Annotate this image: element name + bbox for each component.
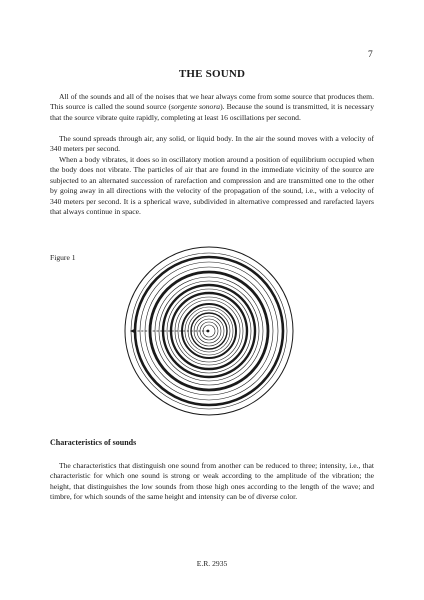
page-number: 7 — [368, 50, 373, 60]
paragraph-characteristics: The characteristics that distinguish one sound from another can be reduced to three; intensity, i.e., that characteristic for which one sound is strong or weak according to the amplitude of the vibration; the height, that distinguishes the low sounds from those high ones according to the length of the wave; and timbre, for which sounds of the same height and intensity can be of diverse color. — [50, 461, 374, 502]
section-heading: Characteristics of sounds — [50, 438, 137, 447]
paragraph-sound-source-part1: All of the sounds and all of the noises that we hear always come from some source that produces them. This source is called the sound source ( — [50, 92, 374, 112]
propagation-arrow — [130, 328, 209, 333]
italic-term: sorgente sonora — [171, 102, 221, 112]
source-point — [207, 330, 210, 333]
characteristics-text — [50, 461, 374, 503]
footer-code: E.R. 2935 — [196, 559, 228, 568]
figure-label: Figure 1 — [50, 253, 76, 262]
paragraph-sound-source-part2: ). Because the sound is transmitted, it is necessary that the source vibrate quite rapidly, completing at least 16 oscillations per second. — [50, 102, 374, 122]
paragraph-sound-speed: The sound spreads through air, any solid, or liquid body. In the air the sound moves with a velocity of 340 meters per second. — [50, 134, 374, 154]
paragraph-vibration: When a body vibrates, it does so in oscillatory motion around a position of equilibrium occupied when the body does not vibrate. The particles of air that are found in the immediate vicinity of the source are subjected to an alternated succession of rarefaction and compression and are transmitted one to the other by going away in all directions with the velocity of the propagation of the sound, i.e., with a velocity of 340 meters per second. It is a spherical wave, subdivided in alternative compressed and rarefacted layers that always continue in space. — [50, 155, 374, 217]
page-title: THE SOUND — [178, 68, 246, 80]
